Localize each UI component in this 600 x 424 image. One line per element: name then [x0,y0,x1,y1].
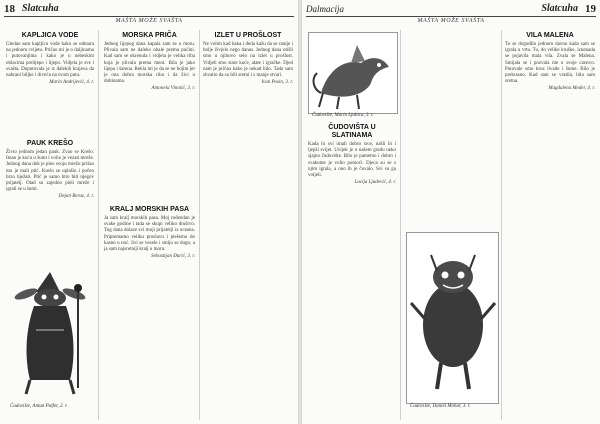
magazine-name: Slatcuha [541,3,578,14]
article-kapljica-vode [6,32,94,132]
page-number: 19 [585,3,596,15]
article-author: Lucija Ljudević, 4. r. [354,180,396,186]
article-title: IZLET U PROŠLOST [214,32,282,39]
article-body: Ja sam kralj morskih pasa. Moj rođendan je svake godine i tada se skupi veliko društvo. Tog dana dolaze svi moji prijatelji iz oceana. Pripremamo veliku proslavu i plešemo do kasno u noć. Svi se vesele i smiju se dugo, a ja sam najsretniji kralj u moru. [104,216,195,253]
article-title: KAPLJICA VODE [21,32,79,39]
article-author: Magdalena Meder, 4. r. [548,86,595,92]
article-author: Dejan Beruz, 4. r. [58,194,94,200]
article-title: PAUK KREŠO [26,140,74,147]
wizard-drawing-icon [6,270,94,402]
column-divider [501,30,502,420]
header-rule [4,16,294,17]
column-divider [199,30,200,420]
article-vila-malena [505,32,595,412]
article-author: Sebastijan Đurić, 3. r. [151,254,195,260]
page-header-subtitle: Dalmacija [306,4,344,14]
article-author: Ivan Posin, 3. r. [261,80,293,86]
article-body: Kada bi svi imali dobro srce, našli bi i ljepši svijet. Uvijek je u našem gradu neko sjajno čudovište. Bilo je pametno i dobro i svakome je volio pomoći. Djeca su se s njim igrala, a ono ih je čuvalo. Svi su ga voljeli. [308,142,396,179]
article-body: Gledao sam kapljicu vode kako se odmara na jednom cvijetu. Pričao mi je o daljinama i putovanjima i kako je u nebeskim oblacima prelijepo i lijepo. Vidjela je sve i svašta. Doputovala je iz dalekih krajeva da nahrani biljke i drveća na svom putu. [6,42,94,79]
article-body: Živio jednom jedan pauk. Zvao se Krešo. Imao je kuću u šumi i volio je vezati mreže. Jednog dana dok je pleo svoju mrežu prišao mu je mali ptić. Krešo se uplašio i počeo brzo bježati. Ptić je samo htio biti njegov prijatelj. Otad su zajedno pleli mreže i igrali se u šumi. [6,150,94,193]
article-body: Jednog lijepog dana kapala sam se u moru. Plivala sam ne daleko obale prema pučini. Kad sam se okrenula i vidjela je velika riba koja je plivala prema meni. Bila je jako lijepa i šarena. Rekla mi je da se ne bojim jer je ona dobra morska riba i da živi u dubinama. [104,42,195,85]
header-rule [306,16,596,17]
page-number: 18 [4,3,15,15]
illustration-caption: Čudovište, Daniel Mohar, 3. r. [410,404,471,409]
right-page-header [306,3,596,17]
dragon-drawing-icon [309,33,397,113]
article-title: VILA MALENA [526,32,574,39]
article-kralj-morskih-pasa [104,206,195,396]
wizard-drawing [6,270,94,402]
article-author: Marin Andrijević, 4. r. [49,80,94,86]
article-author: Antonela Vinotić, 3. r. [151,86,195,92]
article-title: KRALJ MORSKIH PASA [109,206,190,213]
article-body: Ne volim kad baka i deda kažu da se ranije i bolje živjelo nego danas. Jednog dana otišli smo u njihovo selo na izlet u prošlost. Vidjeli smo stare kuće, alate i igračke. Djed nam je pričao kako je nekad bilo. Tada sam shvatio da su bili sretni i s manje stvari. [203,42,293,79]
article-morska-prica [104,32,195,200]
monster-drawing-icon [407,233,498,403]
article-pauk-kreso [6,140,94,264]
monster-drawing [406,232,499,404]
article-izlet-u-proslost [203,32,293,412]
left-page [0,0,298,424]
dragon-drawing [308,32,398,114]
illustration-caption: Ćudovište, Antun Palfer, 2. r. [10,404,68,409]
article-title: ČUDOVIŠTA U SLATINAMA [328,124,376,139]
magazine-name: Slatcuha [22,3,59,14]
article-body: To se dogodilo jednom davno kada sam se igrala u vrtu. Tu, do velike kruške, iznenada se pojavila mala vila. Zvala se Malena. Smijala se i pozvala me u svoje carstvo. Putovale smo kroz livade i šume. Bilo je prekrasno. Kad sam se vratila, bila sam sretna. [505,42,595,85]
section-header: MAŠTA MOŽE SVAŠTA [417,18,485,24]
left-page-header [4,3,294,17]
right-page [302,0,600,424]
article-cudovista [308,124,396,342]
column-divider [400,30,401,420]
column-divider [98,30,99,420]
section-header: MAŠTA MOŽE SVAŠTA [115,18,183,24]
article-title: MORSKA PRIČA [122,32,177,39]
illustration-caption: Čudovište, Marin Ljubica, 3. r. [312,113,374,118]
